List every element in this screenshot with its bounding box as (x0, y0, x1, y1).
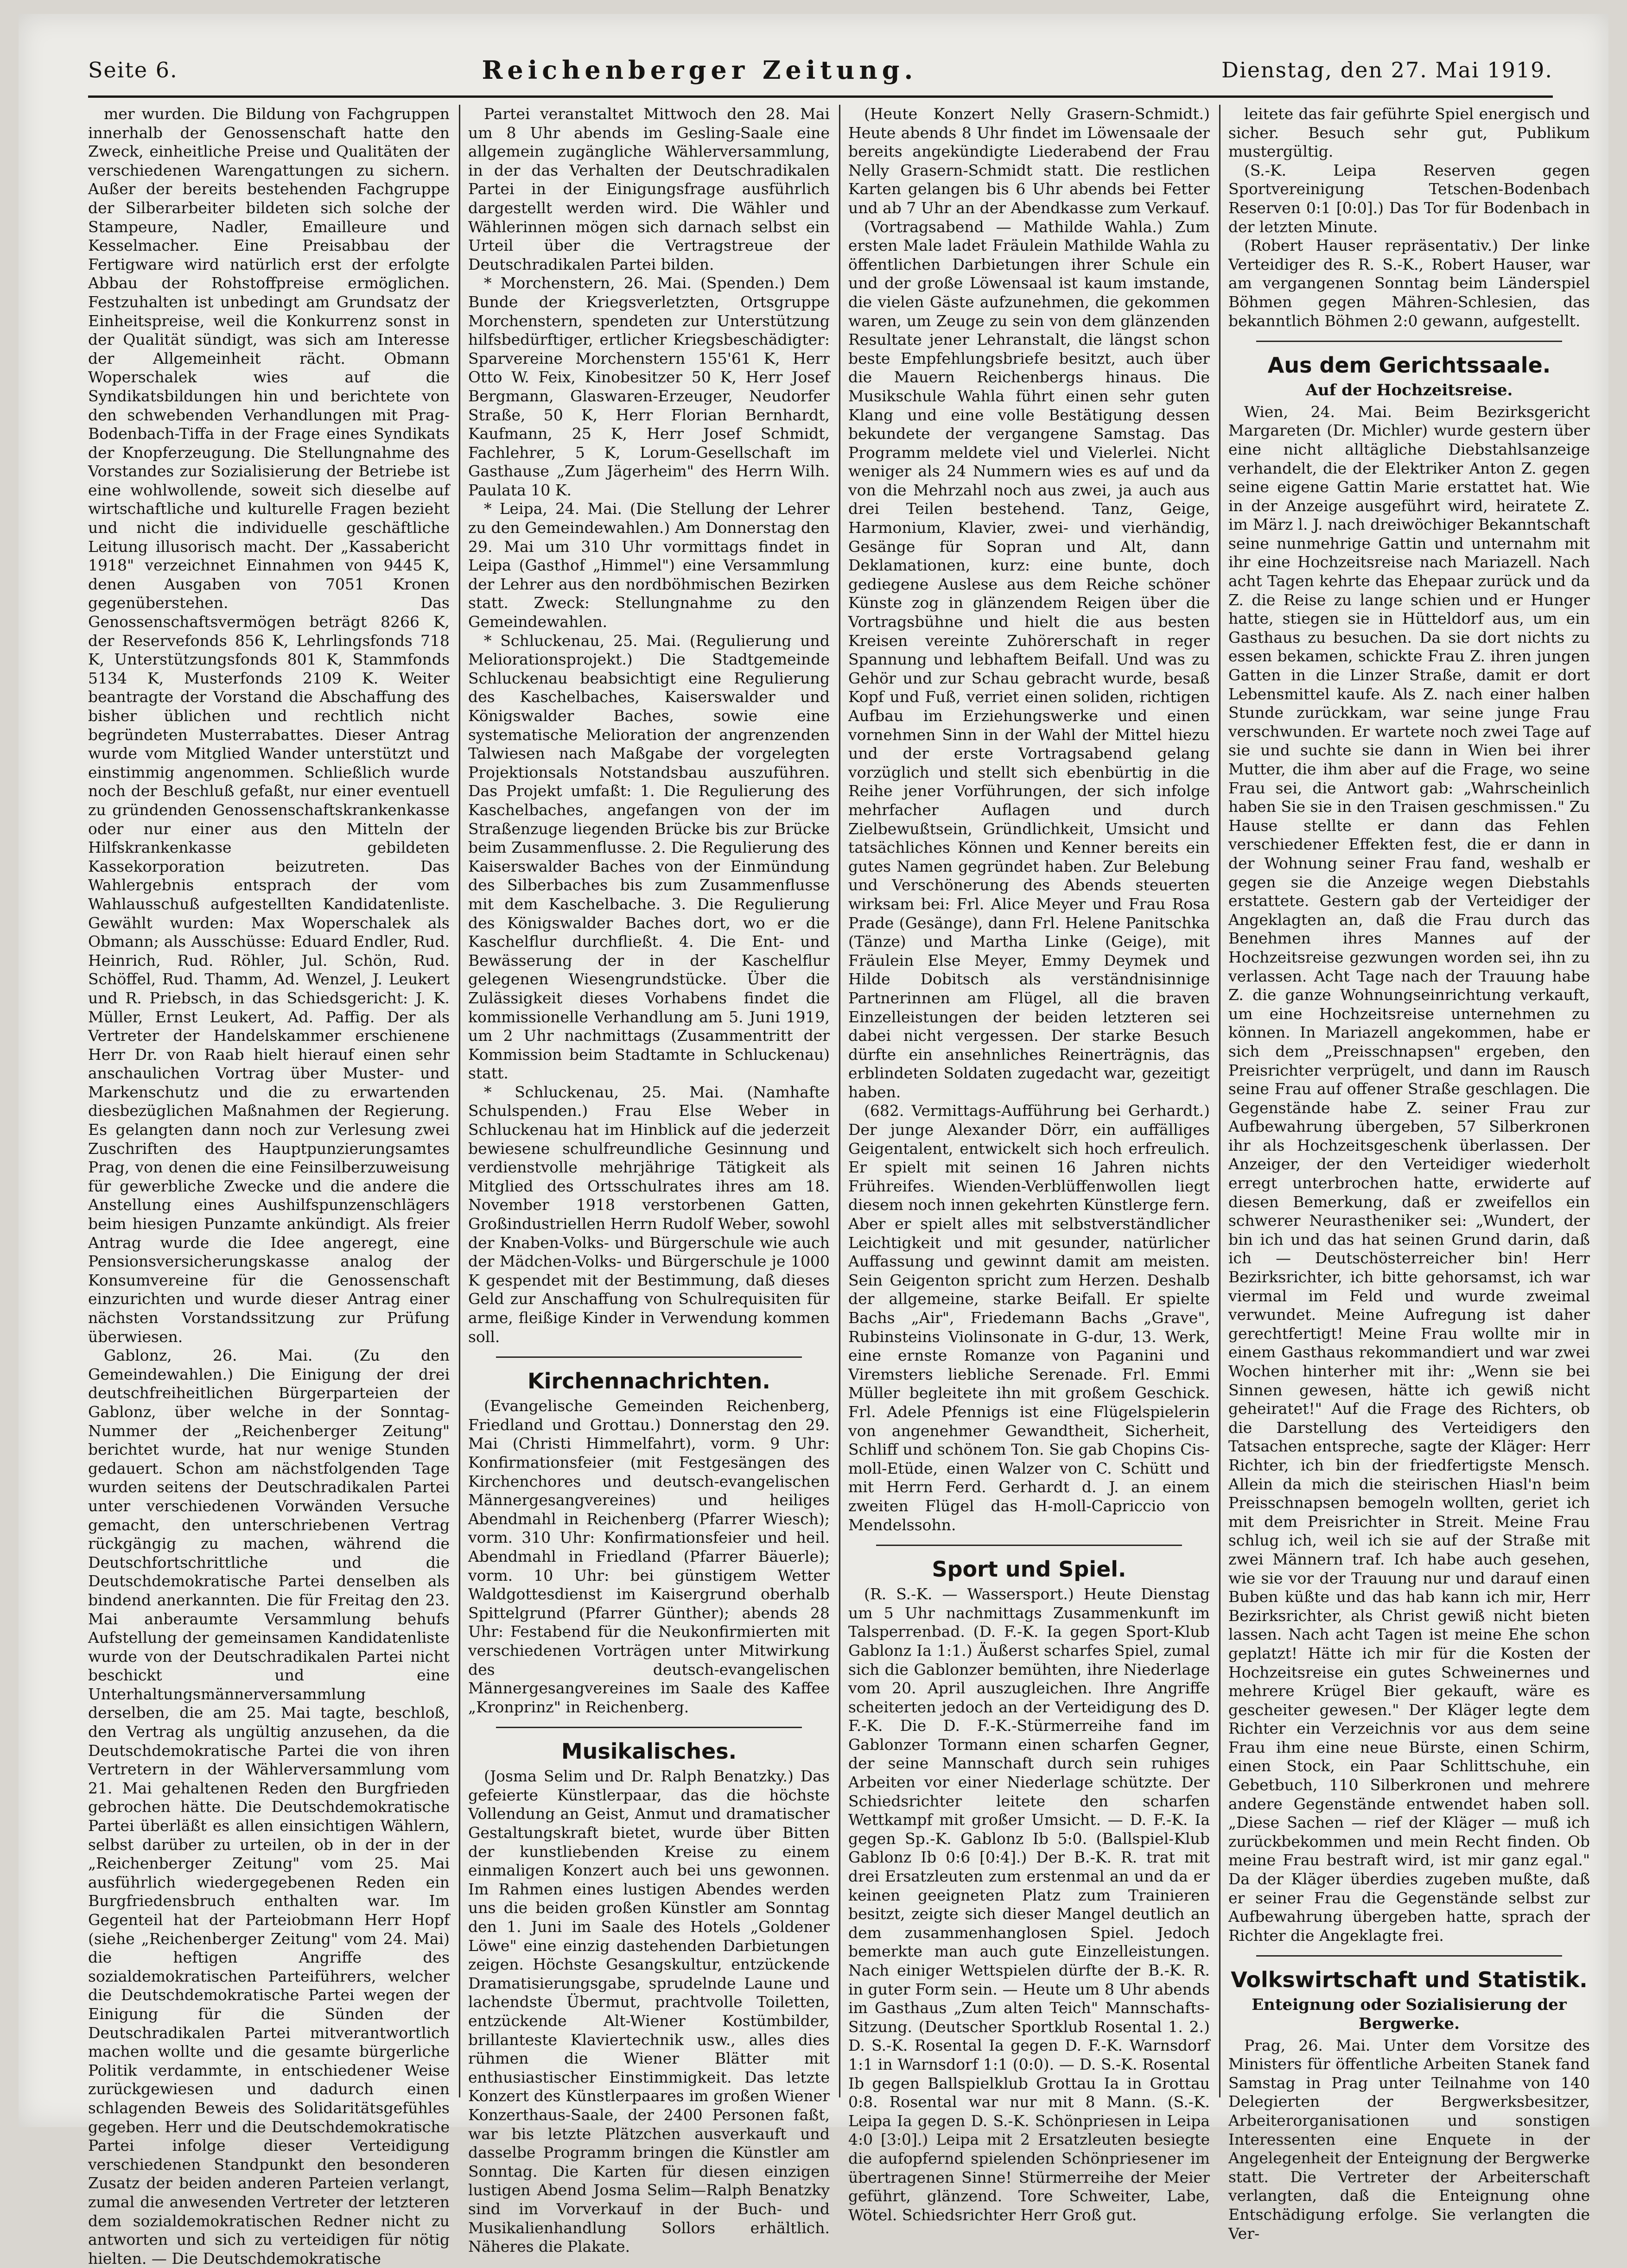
page-header (88, 49, 1553, 91)
article-paragraph: (R. S.-K. — Wassersport.) Heute Dienstag um 5 Uhr nachmittags Zusammenkunft im Talsperrenbad. (D. F.-K. Ia gegen Sport-Klub Gablonz Ia 1:1.) Äußerst scharfes Spiel, zumal sich die Gablonzer bemühten, ihre Niederlage vom 20. April auszugleichen. Ihre Angriffe scheiterten jedoch an der Verteidigung des D. F.-K. Die D. F.-K.-Stürmerreihe fand im Gablonzer Tormann einen scharfen Gegner, der seine Mannschaft durch sein ruhiges Arbeiten vor einer Niederlage schützte. Der Schiedsrichter leitete den scharfen Wettkampf mit großer Umsicht. — D. F.-K. Ia gegen Sp.-K. Gablonz Ib 5:0. (Ballspiel-Klub Gablonz Ib 0:6 [0:4].) Der B.-K. R. trat mit drei Ersatzleuten zum erstenmal an und da er keinen geeigneten Platz zum Trainieren besitzt, zeigte sich dieser Mangel deutlich an dem zusammenhanglosen Spiel. Jedoch bemerkte man auch gute Einzelleistungen. Nach einiger Wettspielen dürfte der B.-K. R. in guter Form sein. — Heute um 8 Uhr abends im Gasthaus „Zum alten Teich" Mannschafts-Sitzung. (Deutscher Sportklub Rosental 1. 2.) D. S.-K. Rosental Ia gegen D. F.-K. Warnsdorf 1:1 in Warnsdorf 1:1 (0:0). — D. S.-K. Rosental Ib gegen Ballspielklub Grottau Ia in Grottau 0:8. Rosental war nur mit 8 Mann. (S.-K. Leipa Ia gegen D. S.-K. Schönpriesen in Leipa 4:0 [3:0].) Leipa mit 2 Ersatzleuten besiegte die aufopfernd spielenden Schönpriesener im übertragenen Sinne! Stürmerreihe der Meier geführt, glänzend. Tore Schweiter, Labe, Wötel. Schiedsrichter Herr Groß gut. (848, 1585, 1210, 2224)
column-3 (848, 105, 1210, 2224)
column-4 (1228, 105, 1590, 2243)
header-rule (88, 95, 1553, 98)
column-2 (468, 105, 830, 2256)
column-1 (88, 105, 450, 2268)
column-rule (839, 105, 840, 2097)
article-paragraph: (Evangelische Gemeinden Reichenberg, Friedland und Grottau.) Donnerstag den 29. Mai (Christi Himmelfahrt), vorm. 9 Uhr: Konfirmationsfeier (mit Festgesängen des Kirchenchores und deutsch-evangelischen Männergesangvereines) und heiliges Abendmahl in Reichenberg (Pfarrer Wiesch); vorm. 310 Uhr: Konfirmationsfeier und heil. Abendmahl in Friedland (Pfarrer Bäuerle); vorm. 10 Uhr: bei günstigem Wetter Waldgottesdienst im Kaisergrund oberhalb Spittelgrund (Pfarrer Günther); abends 28 Uhr: Festabend für die Neukonfirmierten mit verschiedenen Vorträgen unter Mitwirkung des deutsch-evangelischen Männergesangvereines im Saale des Kaffee „Kronprinz" in Reichenberg. (468, 1397, 830, 1716)
article-subheading: Enteignung oder Sozialisierung der Bergwerke. (1252, 1996, 1567, 2033)
section-heading-economy: Volkswirtschaft und Statistik. (1231, 1967, 1588, 1993)
section-heading-church: Kirchennachrichten. (528, 1368, 770, 1394)
issue-date: Dienstag, den 27. Mai 1919. (1221, 57, 1553, 82)
article-paragraph: leitete das fair geführte Spiel energisch und sicher. Besuch sehr gut, Publikum mustergültig. (1228, 105, 1590, 161)
section-heading-sport: Sport und Spiel. (932, 1557, 1126, 1582)
article-paragraph: Wien, 24. Mai. Beim Bezirksgericht Margareten (Dr. Michler) wurde gestern über eine nicht alltägliche Diebstahlsanzeige verhandelt, die der Elektriker Anton Z. gegen seine eigene Gattin Marie erstattet hat. Wie in der Anzeige ausgeführt wird, heiratete Z. im März l. J. nach dreiwöchiger Bekanntschaft seine nunmehrige Gattin und unternahm mit ihr eine Hochzeitsreise nach Mariazell. Nach acht Tagen kehrte das Ehepaar zurück und da Z. die Reise zu lange schien und er Hunger hatte, stiegen sie in Hütteldorf aus, um ein Gasthaus zu besuchen. Da sie dort nichts zu essen bekamen, schickte Frau Z. ihren jungen Gatten in die Linzer Straße, damit er dort Lebensmittel kaufe. Als Z. nach einer halben Stunde zurückkam, war seine junge Frau verschwunden. Er wartete noch zwei Tage auf sie und suchte sie dann in Wien bei ihrer Mutter, die ihm aber auf die Frage, wo seine Frau sei, die Antwort gab: „Wahrscheinlich haben Sie sie in den Traisen geschmissen." Zu Hause stellte er dann das Fehlen verschiedener Effekten fest, die er dann in der Wohnung seiner Frau fand, weshalb er gegen sie die Anzeige wegen Diebstahls erstattete. Gestern gab der Verteidiger der Angeklagten an, daß die Frau durch das Benehmen ihres Mannes auf der Hochzeitsreise gezwungen worden sei, ihn zu verlassen. Acht Tage nach der Trauung habe Z. die ganze Wohnungseinrichtung verkauft, um eine Hochzeitsreise unternehmen zu können. In Mariazell angekommen, habe er sich dem „Preisschnapsen" ergeben, den Preisrichter verprügelt, und dann im Rausch seine Frau auf offener Straße geschlagen. Die Gegenstände habe Z. seiner Frau zur Aufbewahrung übergeben, 57 Silberkronen ihr als Hochzeitsgeschenk überlassen. Der Anzeiger, der den Verteidiger wiederholt erregt unterbrochen hatte, erwiderte auf diesen Bemerkung, daß er zweifellos ein schwerer Neurastheniker sei: „Wundert, der bin ich und das hat seinen Grund darin, daß ich — Deutschösterreicher bin! Herr Bezirksrichter, ich bitte gehorsamst, ich war viermal im Feld und wurde zweimal verwundet. Meine Aufregung ist daher gerechtfertigt! Meine Frau wollte mir in einem Gasthaus rekommandiert und war zwei Wochen hinterher mit ihr: „Wenn sie bei Sinnen gewesen, hätte ich gewiß nicht geheiratet!" Auf die Frage des Richters, ob die Darstellung des Verteidigers den Tatsachen entspreche, sagte der Kläger: Herr Richter, ich bin der friedfertigste Mensch. Allein da mich die steirischen Hiasl'n beim Preisschnapsen bemogeln wollten, geriet ich mit dem Preisrichter in Streit. Meine Frau schlug ich, weil ich sie auf der Straße mit zwei Männern traf. Ich habe auch gesehen, wie sie vor der Trauung nur und darauf einen Buben küßte und das hab kann ich mir, Herr Bezirksrichter, als Christ gewiß nicht bieten lassen. Nach acht Tagen ist meine Ehe schon geplatzt! Hätte ich mir für die Kosten der Hochzeitsreise ein gutes Schweinernes und mehrere Krügel Bier gekauft, wäre es gescheiter gewesen." Der Kläger legte dem Richter ein Verzeichnis vor aus dem seine Frau ihm eine neue Bürste, einen Schirm, einen Stock, ein Paar Schlittschuhe, ein Gebetbuch, 110 Silberkronen und mehrere andere Gegenstände entwendet haben soll. „Diese Sachen — rief der Kläger — muß ich zurückbekommen und mein Recht finden. Ob meine Frau bestraft wird, ist mir ganz egal." Da der Kläger überdies zugeben mußte, daß er seiner Frau die Gegenstände selbst zur Aufbewahrung übergeben hatte, sprach der Richter die Angeklagte frei. (1228, 402, 1590, 1945)
article-paragraph: * Morchenstern, 26. Mai. (Spenden.) Dem Bunde der Kriegsverletzten, Ortsgruppe Morchenstern, spendeten zur Unterstützung hilfsbedürftiger, ertlicher Kriegsbeschädigter: Sparvereine Morchenstern 155'61 K, Herr Otto W. Feix, Kinobesitzer 50 K, Herr Josef Bergmann, Glaswaren-Erzeuger, Neudorfer Straße, 50 K, Herr Florian Bernhardt, Kaufmann, 25 K, Herr Josef Schmidt, Fachlehrer, 5 K, Lorum-Gesellschaft im Gasthause „Zum Jägerheim" des Herrn Wilh. Paulata 10 K. (468, 274, 830, 499)
article-paragraph: (Josma Selim und Dr. Ralph Benatzky.) Das gefeierte Künstlerpaar, das die höchste Vollendung an Geist, Anmut und dramatischer Gestaltungskraft bietet, wurde über Bitten der kunstliebenden Kreise zu einem einmaligen Konzert auch bei uns gewonnen. Im Rahmen eines lustigen Abendes werden uns die beiden großen Künstler am Sonntag den 1. Juni im Saale des Hotels „Goldener Löwe" eine einzig dastehenden Darbietungen zeigen. Höchste Gesangskultur, entzückende Dramatisierungsgabe, sprudelnde Laune und lachendste Übermut, prachtvolle Toiletten, entzückende Alt-Wiener Kostümbilder, brillanteste Klaviertechnik usw., alles dies rühmen die Wiener Blätter mit enthusiastischer Einstimmigkeit. Das letzte Konzert des Künstlerpaares im großen Wiener Konzerthaus-Saale, der 2400 Personen faßt, war bis letzte Plätzchen ausverkauft und dasselbe Programm bringen die Künstler am Sonntag. Die Karten für diesen einzigen lustigen Abend Josma Selim—Ralph Benatzky sind im Vorverkauf in der Buch- und Musikalienhandlung Sollors erhältlich. Näheres die Plakate. (468, 1767, 830, 2256)
newspaper-page (19, 14, 1608, 2268)
article-paragraph: (S.-K. Leipa Reserven gegen Sportvereinigung Tetschen-Bodenbach Reserven 0:1 [0:0].) Das Tor für Bodenbach in der letzten Minute. (1228, 161, 1590, 236)
section-divider (496, 1727, 802, 1728)
column-rule (1219, 105, 1220, 2097)
article-paragraph: (Vortragsabend — Mathilde Wahla.) Zum ersten Male ladet Fräulein Mathilde Wahla zu öffentlichen Darbietungen ihrer Schule ein und der große Löwensaal ist kaum imstande, die vielen Gäste aufzunehmen, die gekommen waren, um Zeuge zu sein von dem glänzenden Resultate jener Lehranstalt, die längst schon beste Empfehlungsbriefe besitzt, auch über die Mauern Reichenbergs hinaus. Die Musikschule Wahla führt einen sehr guten Klang und eine volle Bestätigung dessen bekundete der vergangene Samstag. Das Programm meldete viel und Vielerlei. Nicht weniger als 24 Nummern wies es auf und da von die Mehrzahl noch aus zwei, ja auch aus drei Teilen bestehend. Tanz, Geige, Harmonium, Klavier, zwei- und vierhändig, Gesänge für Sopran und Alt, dann Deklamationen, kurz: eine bunte, doch gediegene Auslese aus dem Reiche schöner Künste zog in glänzendem Reigen über die Vortragsbühne und hielt die aus besten Kreisen vereinte Zuhörerschaft in reger Spannung und lebhaftem Beifall. Und was zu Gehör und zur Schau gebracht wurde, besaß Kopf und Fuß, verriet einen soliden, richtigen Aufbau im Erziehungswerke und einen vornehmen Sinn in der Wahl der Mittel hiezu und der erste Vortragsabend gelang vorzüglich und stellt sich ebenbürtig in die Reihe jener Vorführungen, der sich infolge mehrfacher Auflagen und durch Zielbewußtsein, Gründlichkeit, Umsicht und tatsächliches Können und Kenner bereits ein gutes Namen gegründet haben. Zur Belebung und Verschönerung des Abends steuerten wirksam bei: Frl. Alice Meyer und Frau Rosa Prade (Gesänge), dann Frl. Helene Panitschka (Tänze) und Martha Linke (Geige), mit Fräulein Else Meyer, Emmy Deymek und Hilde Dobitsch als verständnisinnige Partnerinnen am Flügel, all die braven Einzelleistungen der beiden letzteren sei dabei nicht vergessen. Der starke Besuch dürfte ein ansehnliches Reinerträgnis, das erblindeten Soldaten zugedacht war, gezeitigt haben. (848, 217, 1210, 1101)
article-paragraph: * Schluckenau, 25. Mai. (Regulierung und Meliorationsprojekt.) Die Stadtgemeinde Schluckenau beabsichtigt eine Regulierung des Kaschelbaches, Kaiserswalder und Königswalder Baches, sowie eine systematische Melioration der angrenzenden Talwiesen nach Maßgabe der vorgelegten Projektionsals Notstandsbau auszuführen. Das Projekt umfaßt: 1. Die Regulierung des Kaschelbaches, angefangen von der im Straßenzuge liegenden Brücke bis zur Brücke beim Zusammenflusse. 2. Die Regulierung des Kaiserswalder Baches von der Einmündung des Silberbaches bis zum Zusammenflusse mit dem Kaschelbache. 3. Die Regulierung des Königswalder Baches dort, wo er die Kaschelflur durchfließt. 4. Die Ent- und Bewässerung der in der Kaschelflur gelegenen Wiesengrundstücke. Über die Zulässigkeit dieses Vorhabens findet die kommissionelle Verhandlung am 5. Juni 1919, um 2 Uhr nachmittags (Zusammentritt der Kommission beim Stadtamte in Schluckenau) statt. (468, 631, 830, 1083)
article-paragraph: mer wurden. Die Bildung von Fachgruppen innerhalb der Genossenschaft hatte den Zweck, einheitliche Preise und Qualitäten der verschiedenen Warengattungen zu sichern. Außer der bereits bestehenden Fachgruppe der Silberarbeiter bildeten sich solche der Stampeure, Nadler, Emailleure und Kesselmacher. Eine Preisabbau der Fertigware wird natürlich erst der erfolgte Abbau der Rohstoffpreise ermöglichen. Festzuhalten ist unbedingt am Grundsatz der Einheitspreise, weil die Konkurrenz sonst in der Qualität sündigt, was sich am Interesse der Allgemeinheit rächt. Obmann Woperschalek wies auf die Syndikatsbildungen hin und berichtete von den schwebenden Verhandlungen mit Prag-Bodenbach-Tiffa in der Frage eines Syndikats der Knopferzeugung. Die Stellungnahme des Vorstandes zur Sozialisierung der Betriebe ist eine wohlwollende, soweit sich dieselbe auf wirtschaftliche und kulturelle Fragen bezieht und nicht die individuelle geschäftliche Leitung illusorisch macht. Der „Kassabericht 1918" verzeichnet Einnahmen von 9445 K, denen Ausgaben von 7051 Kronen gegenüberstehen. Das Genossenschaftsvermögen beträgt 8266 K, der Reservefonds 856 K, Lehrlingsfonds 718 K, Unterstützungsfonds 801 K, Stammfonds 5134 K, Musterfonds 2109 K. Weiter beantragte der Vorstand die Abschaffung des bisher üblichen und rechtlich nicht begründeten Musterrabattes. Dieser Antrag wurde vom Mitglied Wander unterstützt und einstimmig angenommen. Schließlich wurde noch der Beschluß gefaßt, nur einer eventuell zu gründenden Genossenschaftskrankenkasse oder nur einer aus den Mitteln der Hilfskrankenkasse gebildeten Kassekorporation beizutreten. Das Wahlergebnis entsprach der vom Wahlausschuß aufgestellten Kandidatenliste. Gewählt wurden: Max Woperschalek als Obmann; als Ausschüsse: Eduard Endler, Rud. Heinrich, Rud. Röhler, Jul. Schön, Rud. Schöffel, Rud. Thamm, Ad. Wenzel, J. Leukert und R. Priebsch, in das Schiedsgericht: J. K. Müller, Ernst Leukert, Ad. Paffig. Der als Vertreter der Handelskammer erschienene Herr Dr. von Raab hielt hierauf einen sehr anschaulichen Vortrag über Muster- und Markenschutz und die zu erwartenden diesbezüglichen Maßnahmen der Regierung. Es gelangten dann noch zur Verlesung zwei Zuschriften des Hauptpunzierungsamtes Prag, von denen die eine Feinsilberzuweisung für gewerbliche Zwecke und die andere die Anstellung eines Aushilfspunzenschlägers beim hiesigen Punzamte ankündigt. Als freier Antrag wurde die Idee angeregt, eine Pensionsversicherungskasse analog der Konsumvereine für die Genossenschaft einzurichten und wurde dieser Antrag einer nächsten Vorstandssitzung zur Prüfung überwiesen. (88, 105, 450, 1346)
section-heading-court: Aus dem Gerichtssaale. (1267, 353, 1551, 378)
article-paragraph: (682. Vermittags-Aufführung bei Gerhardt.) Der junge Alexander Dörr, ein auffälliges Geigentalent, entwickelt sich hoch erfreulich. Er spielt mit seinen 16 Jahren nichts Frühreifes. Wienden-Verblüffenwollen liegt diesem noch innen gekehrten Künstlerge fern. Aber er spielt alles mit selbstverständlicher Leichtigkeit und mit gesunder, natürlicher Auffassung und gewinnt damit am meisten. Sein Geigenton spricht zum Herzen. Deshalb der allgemeine, starke Beifall. Er spielte Bachs „Air", Friedemann Bachs „Grave", Rubinsteins Violinsonate in G-dur, 13. Werk, eine ernste Romanze von Paganini und Viremsters liebliche Serenade. Frl. Emmi Müller begleitete ihn mit großem Geschick. Frl. Adele Pfennigs ist eine Flügelspielerin von angenehmer Gewandtheit, Sicherheit, Schliff und schönem Ton. Sie gab Chopins Cis-moll-Etüde, einen Walzer von C. Schütt und mit Herrn Ferd. Gerhardt d. J. an einem zweiten Flügel das H-moll-Capriccio von Mendelssohn. (848, 1102, 1210, 1534)
article-paragraph: (Heute Konzert Nelly Grasern-Schmidt.) Heute abends 8 Uhr findet im Löwensaale der bereits angekündigte Liederabend der Frau Nelly Grasern-Schmidt statt. Die restlichen Karten gelangen bis 6 Uhr abends bei Fetter und ab 7 Uhr an der Abendkasse zum Verkauf. (848, 105, 1210, 217)
columns-area (88, 105, 1590, 2268)
article-paragraph: * Leipa, 24. Mai. (Die Stellung der Lehrer zu den Gemeindewahlen.) Am Donnerstag den 29. Mai um 310 Uhr vormittags findet in Leipa (Gasthof „Himmel") eine Versammlung der Lehrer aus den nordböhmischen Bezirken statt. Zweck: Stellungnahme zu den Gemeindewahlen. (468, 500, 830, 631)
section-divider (496, 1356, 802, 1358)
article-subheading: Auf der Hochzeitsreise. (1305, 381, 1513, 400)
article-paragraph: Partei veranstaltet Mittwoch den 28. Mai um 8 Uhr abends im Gesling-Saale eine allgemein zugängliche Wählerversammlung, in der das Verhalten der Deutschradikalen Partei in der Einigungsfrage ausführlich dargestellt werden wird. Die Wähler und Wählerinnen mögen sich darnach selbst ein Urteil über die Vertragstreue der Deutschradikalen Partei bilden. (468, 105, 830, 273)
section-divider (876, 1545, 1182, 1546)
page-number: Seite 6. (88, 57, 178, 82)
article-paragraph: (Robert Hauser repräsentativ.) Der linke Verteidiger des R. S.-K., Robert Hauser, war am vergangenen Sonntag beim Länderspiel Böhmen gegen Mähren-Schlesien, das bekanntlich Böhmen 2:0 gewann, aufgestellt. (1228, 236, 1590, 330)
section-divider (1256, 1955, 1562, 1957)
section-heading-music: Musikalisches. (561, 1739, 737, 1764)
article-paragraph: Gablonz, 26. Mai. (Zu den Gemeindewahlen.) Die Einigung der drei deutschfreiheitlichen Bürgerparteien der Gablonz, über welche in der Sonntag-Nummer der „Reichenberger Zeitung" berichtet wurde, hat nur wenige Stunden gedauert. Schon am nächstfolgenden Tage wurden seitens der Deutschradikalen Partei unter verschiedenen Vorwänden Versuche gemacht, den unterschriebenen Vertrag rückgängig zu machen, während die Deutschfortschrittliche und die Deutschdemokratische Partei denselben als bindend anerkannten. Die für Freitag den 23. Mai anberaumte Versammlung behufs Aufstellung der gemeinsamen Kandidatenliste wurde von der Deutschradikalen Partei nicht beschickt und eine Unterhaltungsmännerversammlung derselben, die am 25. Mai tagte, beschloß, den Vertrag als ungültig anzusehen, da die Deutschdemokratische Partei die von ihren Vertretern in der Wählerversammlung vom 21. Mai gehaltenen Reden den Burgfrieden gebrochen hätte. Die Deutschdemokratische Partei überläßt es allen einsichtigen Wählern, selbst darüber zu urteilen, ob in der in der „Reichenberger Zeitung" vom 25. Mai ausführlich wiedergegebenen Reden ein Burgfriedensbruch enthalten war. Im Gegenteil hat der Parteiobmann Herr Hopf (siehe „Reichenberger Zeitung" vom 24. Mai) die heftigen Angriffe des sozialdemokratischen Parteiführers, welcher die Deutschdemokratische Partei wegen der Einigung für die Sünden der Deutschradikalen Partei mitverantwortlich machen wollte und die gesamte bürgerliche Politik verdammte, in entschiedener Weise zurückgewiesen und dadurch einen schlagenden Beweis des Solidaritätsgefühles gegeben. Herr und die Deutschdemokratische Partei infolge dieser Verteidigung verschiedenen Standpunkt den besonderen Zusatz der beiden anderen Parteien verlangt, zumal die anwesenden Vertreter der letzteren dem sozialdemokratischen Redner nicht zu antworten und sich zu verteidigen für nötig hielten. — Die Deutschdemokratische (88, 1346, 450, 2268)
section-divider (1256, 341, 1562, 342)
article-paragraph: Prag, 26. Mai. Unter dem Vorsitze des Ministers für öffentliche Arbeiten Stanek fand Samstag in Prag unter Teilnahme von 140 Delegierten der Bergwerksbesitzer, Arbeiterorganisationen und sonstigen Interessenten eine Enquete in der Angelegenheit der Enteignung der Bergwerke statt. Die Vertreter der Arbeiterschaft verlangten, daß die Enteignung ohne Entschädigung erfolge. Sie verlangten die Ver- (1228, 2036, 1590, 2243)
article-paragraph: * Schluckenau, 25. Mai. (Namhafte Schulspenden.) Frau Else Weber in Schluckenau hat im Hinblick auf die jederzeit bewiesene schulfreundliche Gesinnung und verdienstvolle mehrjährige Tätigkeit als Mitglied des Ortsschulrates ihres am 18. November 1918 verstorbenen Gatten, Großindustriellen Herrn Rudolf Weber, sowohl der Knaben-Volks- und Bürgerschule wie auch der Mädchen-Volks- und Bürgerschule je 1000 K gespendet mit der Bestimmung, daß dieses Geld zur Anschaffung von Schulrequisiten für arme, fleißige Kinder in Verwendung kommen soll. (468, 1083, 830, 1346)
column-rule (459, 105, 460, 2097)
newspaper-title: Reichenberger Zeitung. (482, 55, 918, 85)
